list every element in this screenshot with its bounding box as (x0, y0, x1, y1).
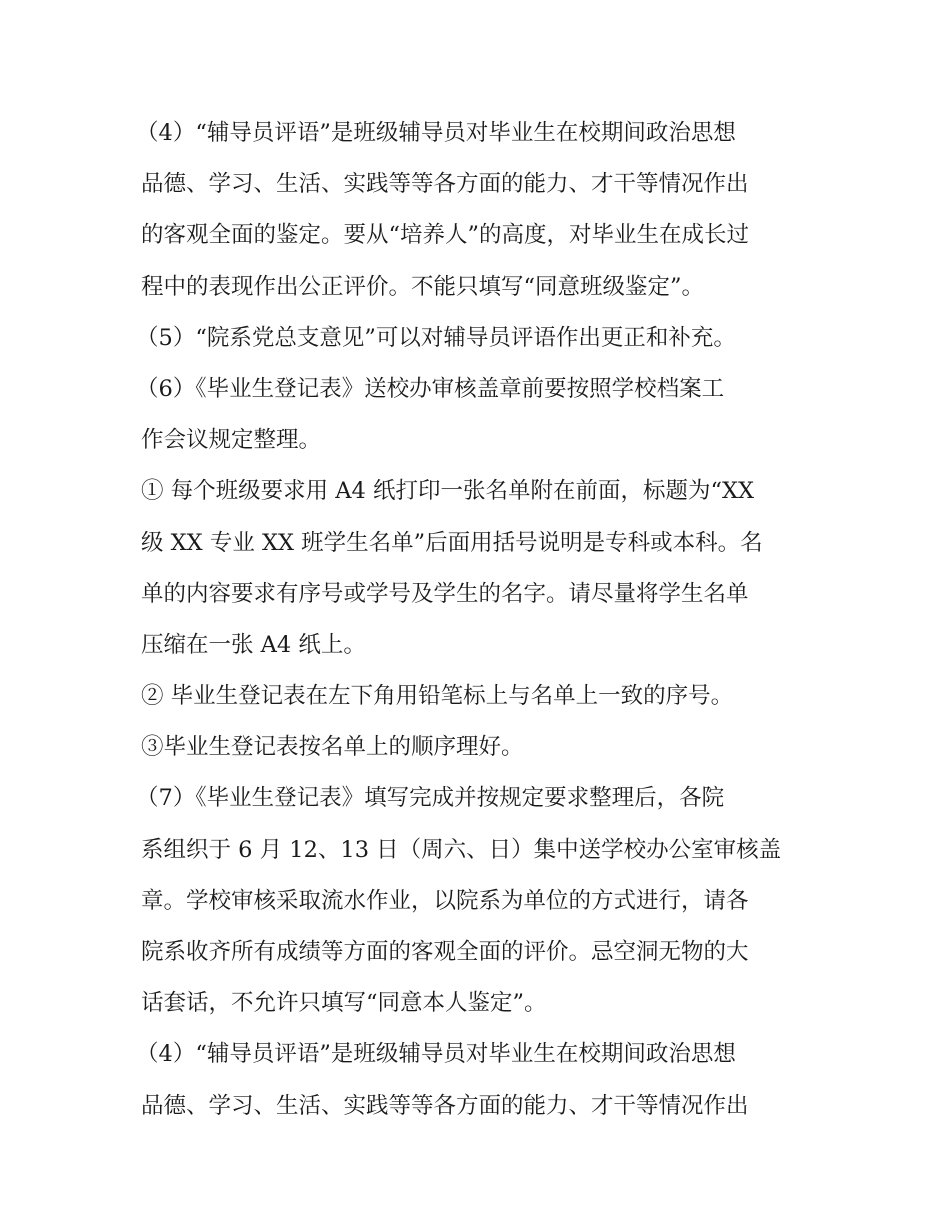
text-line: 级 XX 专业 XX 班学生名单”后面用括号说明是专科或本科。名 (141, 529, 763, 556)
text-line: （4）“辅导员评语”是班级辅导员对毕业生在校期间政治思想 (136, 1041, 736, 1068)
text-line: （5）“院系党总支意见”可以对辅导员评语作出更正和补充。 (136, 324, 736, 351)
text-line: ② 毕业生登记表在左下角用铅笔标上与名单上一致的序号。 (141, 683, 734, 710)
text-line: ① 每个班级要求用 A4 纸打印一张名单附在前面，标题为“XX (141, 478, 755, 505)
text-line: 的客观全面的鉴定。要从“培养人”的高度，对毕业生在成长过 (141, 222, 750, 249)
text-line: 单的内容要求有序号或学号及学生的名字。请尽量将学生名单 (141, 580, 749, 607)
text-line: 程中的表现作出公正评价。不能只填写“同意班级鉴定”。 (141, 273, 705, 300)
document-body (136, 108, 821, 1132)
text-line: 压缩在一张 A4 纸上。 (141, 631, 366, 658)
text-line: 系组织于 6 月 12、13 日（周六、日）集中送学校办公室审核盖 (141, 836, 782, 863)
text-line: 品德、学习、生活、实践等等各方面的能力、才干等情况作出 (141, 171, 749, 198)
text-line: 话套话，不允许只填写“同意本人鉴定”。 (141, 990, 547, 1017)
text-line: 院系收齐所有成绩等方面的客观全面的评价。忌空洞无物的大 (141, 939, 749, 965)
text-line: ③毕业生登记表按名单上的顺序理好。 (141, 734, 524, 761)
text-line: （4）“辅导员评语”是班级辅导员对毕业生在校期间政治思想 (136, 120, 736, 146)
text-line: 品德、学习、生活、实践等等各方面的能力、才干等情况作出 (141, 1092, 749, 1119)
text-line: 作会议规定整理。 (141, 427, 322, 454)
text-line: （7）《毕业生登记表》填写完成并按规定要求整理后，各院 (136, 785, 725, 812)
text-line: （6）《毕业生登记表》送校办审核盖章前要按照学校档案工 (136, 375, 725, 402)
text-line: 章。学校审核采取流水作业，以院系为单位的方式进行，请各 (141, 887, 749, 914)
